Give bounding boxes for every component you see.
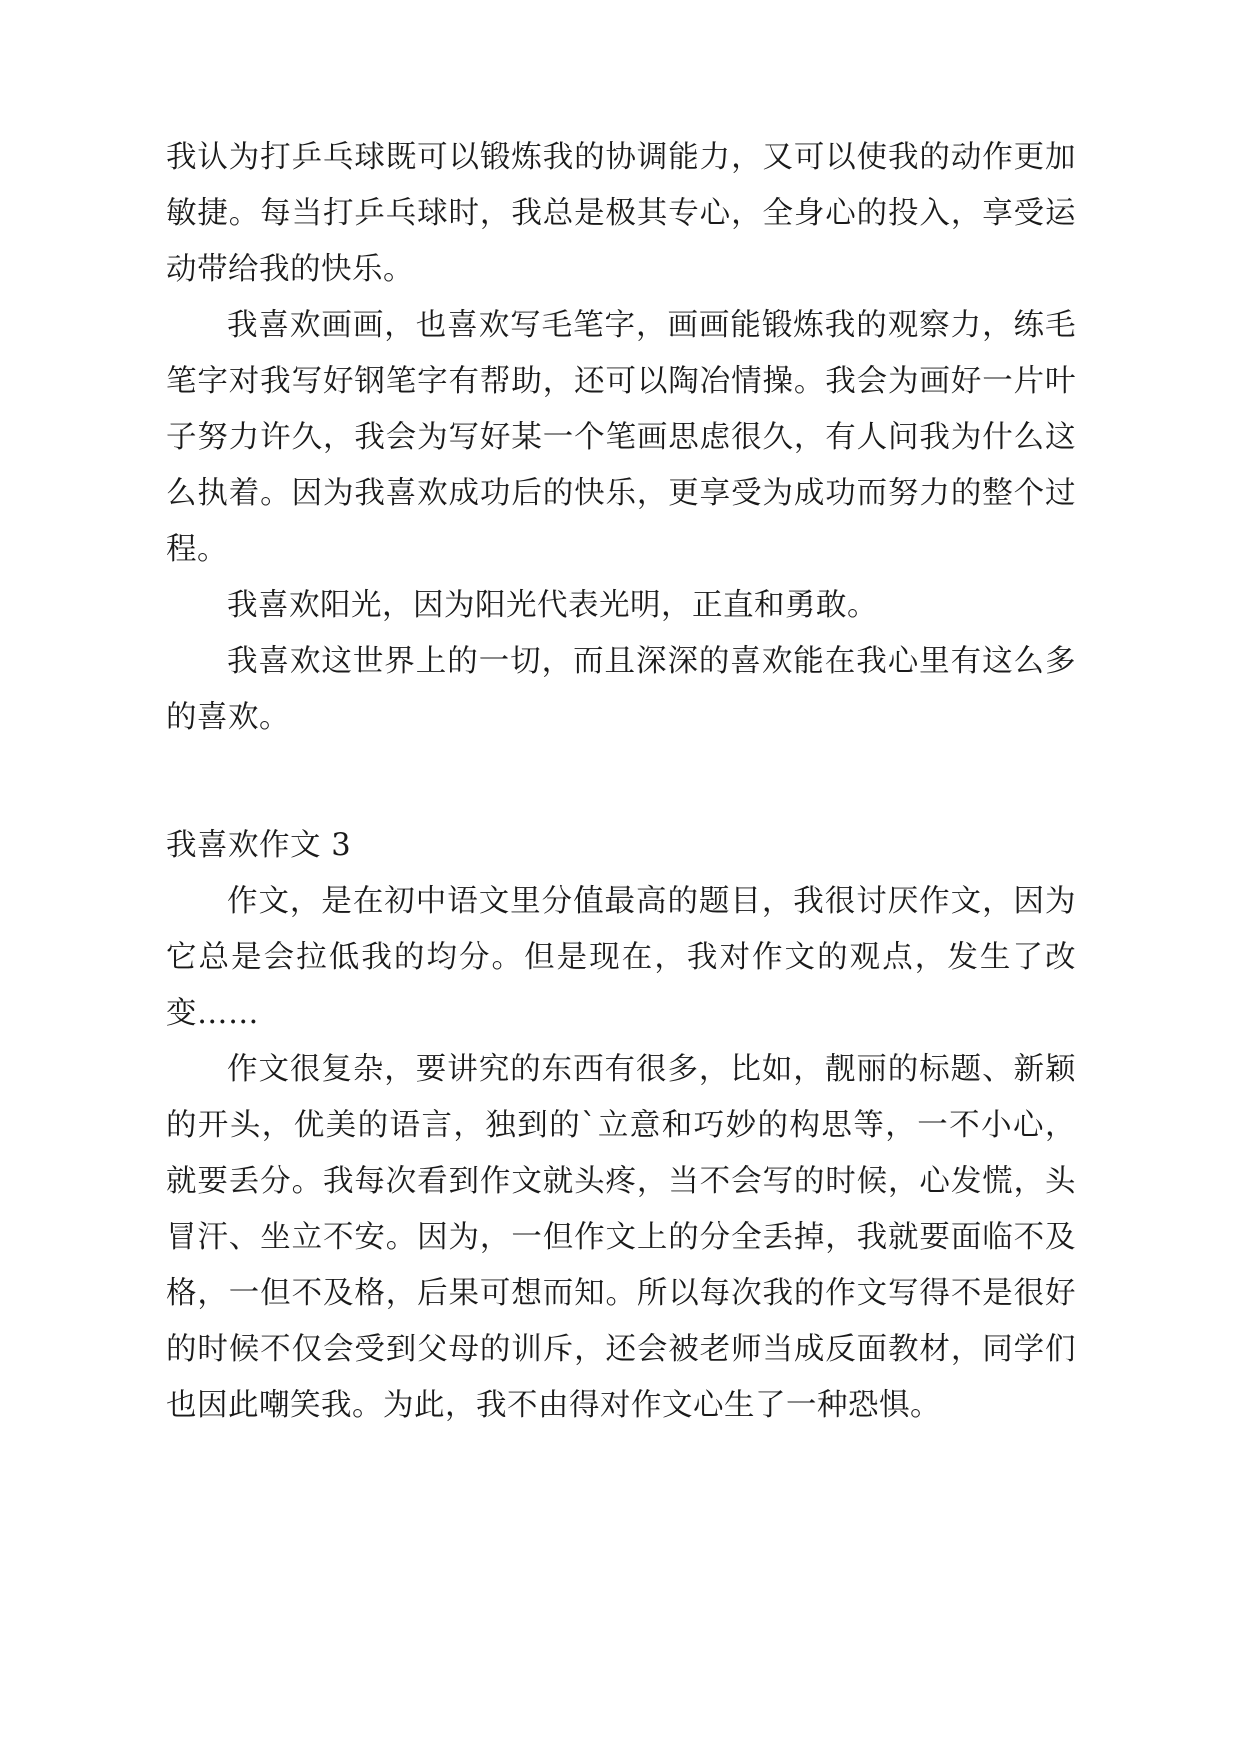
paragraph-6: 作文很复杂，要讲究的东西有很多，比如，靓丽的标题、新颖的开头，优美的语言，独到的`立意和巧妙的构思等，一不小心，就要丢分。我每次看到作文就头疼，当不会写的时候，心发慌，头冒汗、坐立不安。因为，一但作文上的分全丢掉，我就要面临不及格，一但不及格，后果可想而知。所以每次我的作文写得不是很好的时候不仅会受到父母的训斥，还会被老师当成反面教材，同学们也因此嘲笑我。为此，我不由得对作文心生了一种恐惧。 (166, 1052, 1076, 1423)
paragraph-2: 我喜欢画画，也喜欢写毛笔字，画画能锻炼我的观察力，练毛笔字对我写好钢笔字有帮助，还可以陶冶情操。我会为画好一片叶子努力许久，我会为写好某一个笔画思虑很久，有人问我为什么这么执着。因为我喜欢成功后的快乐，更享受为成功而努力的整个过程。 (166, 308, 1076, 567)
section-heading: 我喜欢作文 3 (166, 828, 352, 863)
paragraph-5: 作文，是在初中语文里分值最高的题目，我很讨厌作文，因为它总是会拉低我的均分。但是现在，我对作文的观点，发生了改变…… (166, 884, 1076, 1031)
paragraph-3: 我喜欢阳光，因为阳光代表光明，正直和勇敢。 (227, 588, 878, 623)
paragraph-1: 我认为打乒乓球既可以锻炼我的协调能力，又可以使我的动作更加敏捷。每当打乒乓球时，我总是极其专心，全身心的投入，享受运动带给我的快乐。 (166, 140, 1076, 287)
document-body (166, 130, 1076, 1434)
paragraph-4: 我喜欢这世界上的一切，而且深深的喜欢能在我心里有这么多的喜欢。 (166, 644, 1076, 735)
section-spacer (166, 746, 1076, 818)
